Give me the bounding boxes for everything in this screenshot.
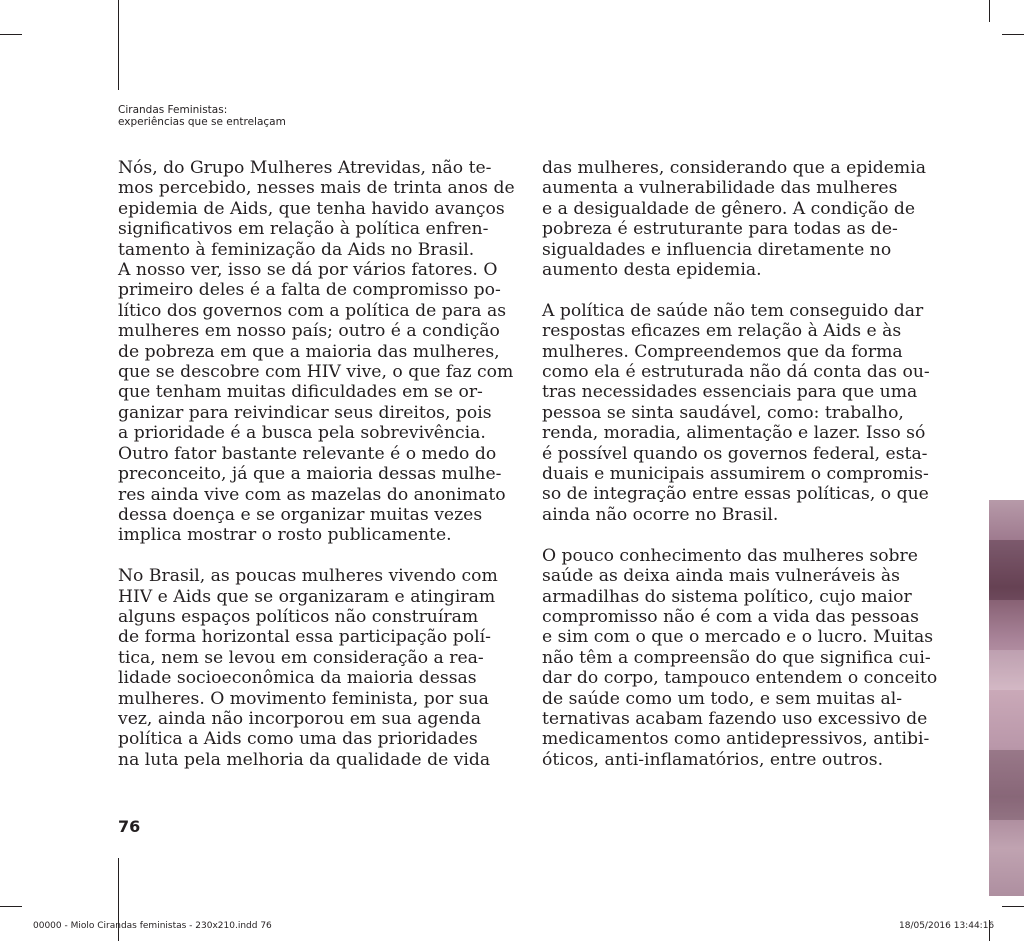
side-tab-shade	[989, 540, 1024, 600]
text-line: não têm a compreensão do que significa cui-	[542, 647, 931, 668]
text-line: dessa doença e se organizar muitas vezes	[118, 504, 483, 525]
text-line: óticos, anti-inflamatórios, entre outros.	[542, 749, 884, 770]
text-line: como ela é estruturada não dá conta das ou-	[542, 362, 930, 383]
paragraph-gap	[118, 546, 498, 566]
text-line: tamento à feminização da Aids no Brasil.	[118, 239, 475, 260]
text-line: epidemia de Aids, que tenha havido avanços	[118, 198, 505, 219]
text-line: Nós, do Grupo Mulheres Atrevidas, não te-	[118, 158, 492, 178]
crop-mark-top-left	[118, 0, 119, 90]
text-line: compromisso não é com a vida das pessoas	[542, 606, 919, 627]
left-column	[118, 158, 515, 770]
paragraph	[542, 300, 930, 525]
text-line: Outro fator bastante relevante é o medo do	[118, 443, 497, 464]
crop-mark-bottom-left-h	[0, 906, 22, 907]
paragraph	[542, 158, 926, 281]
text-line: respostas eficazes em relação à Aids e às	[542, 321, 902, 342]
text-line: aumenta a vulnerabilidade das mulheres	[542, 178, 898, 199]
text-line: tras necessidades essenciais para que uma	[542, 382, 918, 403]
text-line: e sim com o que o mercado e o lucro. Muitas	[542, 627, 934, 648]
side-tab-image	[989, 500, 1024, 896]
text-line: dar do corpo, tampouco entendem o conceito	[542, 668, 938, 689]
print-timestamp: 18/05/2016 13:44:16	[899, 921, 995, 931]
text-line: duais e municipais assumirem o compromis-	[542, 464, 929, 485]
text-line: aumento desta epidemia.	[542, 260, 762, 281]
running-header-title: Cirandas Feministas:	[118, 104, 228, 116]
right-column	[542, 158, 938, 770]
text-line: ternativas acabam fazendo uso excessivo de	[542, 708, 928, 729]
page-number: 76	[118, 817, 141, 836]
print-slug: 00000 - Miolo Cirandas feministas - 230x210.indd 76	[33, 921, 272, 931]
crop-mark-top-right	[989, 0, 990, 22]
text-line: implica mostrar o rosto publicamente.	[118, 525, 452, 546]
crop-mark-bottom-right-h	[1002, 906, 1024, 907]
text-line: é possível quando os governos federal, esta-	[542, 443, 928, 464]
text-line: armadilhas do sistema político, cujo maior	[542, 586, 912, 607]
text-line: preconceito, já que a maioria dessas mulhe-	[118, 464, 502, 485]
text-line: res ainda vive com as mazelas do anonimato	[118, 484, 506, 505]
text-line: sigualdades e influencia diretamente no	[542, 239, 892, 260]
text-line: mulheres. Compreendemos que da forma	[542, 341, 903, 362]
text-line: so de integração entre essas políticas, o que	[542, 484, 929, 505]
text-line: lítico dos governos com a política de para as	[118, 300, 507, 321]
text-line: mulheres. O movimento feminista, por sua	[118, 688, 489, 709]
text-line: primeiro deles é a falta de compromisso po-	[118, 280, 501, 301]
side-tab-shade	[989, 650, 1024, 690]
text-line: mos percebido, nesses mais de trinta anos de	[118, 178, 515, 199]
text-line: A política de saúde não tem conseguido dar	[542, 300, 924, 321]
text-line: No Brasil, as poucas mulheres vivendo com	[118, 566, 498, 587]
paragraph-gap	[542, 280, 912, 300]
paragraph-gap	[542, 525, 912, 545]
text-line: HIV e Aids que se organizaram e atingiram	[118, 586, 496, 607]
text-line: de forma horizontal essa participação polí-	[118, 627, 491, 648]
side-tab-shade	[989, 750, 1024, 820]
text-line: mulheres em nosso país; outro é a condição	[118, 321, 500, 342]
text-line: ganizar para reivindicar seus direitos, pois	[118, 402, 492, 423]
running-header-subtitle: experiências que se entrelaçam	[118, 116, 286, 128]
text-line: alguns espaços políticos não construíram	[118, 606, 479, 627]
text-line: renda, moradia, alimentação e lazer. Isso só	[542, 423, 926, 444]
text-line: na luta pela melhoria da qualidade de vida	[118, 749, 491, 770]
text-line: vez, ainda não incorporou em sua agenda	[118, 708, 481, 729]
text-line: lidade socioeconômica da maioria dessas	[118, 668, 477, 689]
paragraph	[118, 566, 498, 770]
text-line: medicamentos como antidepressivos, antibi-	[542, 729, 930, 750]
text-line: e a desigualdade de gênero. A condição de	[542, 198, 916, 219]
text-line: de saúde como um todo, e sem muitas al-	[542, 688, 903, 709]
text-line: política a Aids como uma das prioridades	[118, 729, 478, 750]
text-line: que se descobre com HIV vive, o que faz com	[118, 362, 514, 383]
text-line: de pobreza em que a maioria das mulheres,	[118, 341, 500, 362]
text-line: significativos em relação à política enfren-	[118, 219, 489, 240]
text-line: tica, nem se levou em consideração a rea-	[118, 647, 484, 668]
text-line: O pouco conhecimento das mulheres sobre	[542, 545, 918, 566]
crop-mark-top-left-h	[0, 34, 22, 35]
text-line: ainda não ocorre no Brasil.	[542, 504, 779, 525]
text-line: pobreza é estruturante para todas as de-	[542, 219, 898, 240]
text-line: que tenham muitas dificuldades em se or-	[118, 382, 483, 403]
text-line: a prioridade é a busca pela sobrevivência.	[118, 423, 486, 444]
paragraph	[118, 158, 515, 546]
crop-mark-top-right-h	[1002, 34, 1024, 35]
text-line: pessoa se sinta saudável, como: trabalho,	[542, 402, 904, 423]
text-line: A nosso ver, isso se dá por vários fatores. O	[118, 260, 498, 281]
running-header	[118, 104, 286, 128]
text-line: das mulheres, considerando que a epidemia	[542, 158, 926, 178]
paragraph	[542, 545, 938, 770]
text-line: saúde as deixa ainda mais vulneráveis às	[542, 566, 900, 587]
